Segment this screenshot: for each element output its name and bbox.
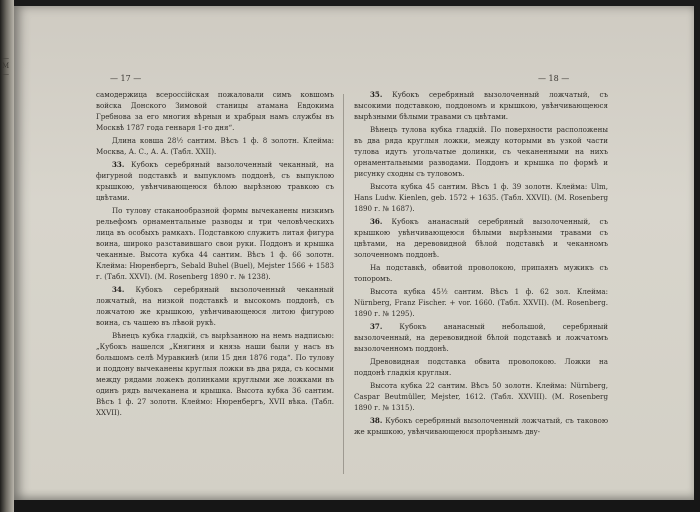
page-gutter bbox=[343, 94, 344, 474]
right-page-text bbox=[354, 89, 608, 439]
right-page-number: — 18 — bbox=[538, 74, 570, 83]
item-number: 34. bbox=[112, 285, 125, 294]
previous-page-edge-text: — M — bbox=[2, 54, 11, 78]
paragraph: 34. Кубокъ серебряный вызолоченный чеканный ложчатый, на низкой подставкѣ и высокомъ поддонѣ, съ ложчатою же крышкою, увѣнчивающеюся литою фигурою воина, съ чашею въ лѣвой рукѣ. bbox=[96, 285, 334, 327]
book-spread bbox=[14, 6, 694, 500]
left-page-text bbox=[96, 89, 334, 420]
paragraph: Высота кубка 45½ сантим. Вѣсъ 1 ф. 62 зол. Клейма: Nürnberg, Franz Fischer. + vor. 1660. (Табл. XXVII). (M. Rosenberg. 1890 г. № 1295). bbox=[354, 287, 608, 318]
paragraph: Высота кубка 45 сантим. Вѣсъ 1 ф. 39 золотн. Клейма: Ulm, Hans Ludw. Kienlen, geb. 1572 + 1635. (Табл. XXVII). (M. Rosenberg 1890 г. № 1687). bbox=[354, 182, 608, 213]
paragraph: 36. Кубокъ ананасный серебряный вызолоченный, съ крышкою увѣнчивающеюся бѣлыми вырѣзными травами съ цвѣтами, на деревовидной бѣлой подставкѣ и чеканномъ золоченномъ поддонѣ. bbox=[354, 217, 608, 259]
paragraph: Высота кубка 22 сантим. Вѣсъ 50 золотн. Клейма: Nürnberg, Caspar Beutmüller, Mejster, 1612. (Табл. XXVIII). (M. Rosenberg 1890 г. № 1315). bbox=[354, 381, 608, 412]
paragraph: 33. Кубокъ серебряный вызолоченный чеканный, на фигурной подставкѣ и выпукломъ поддонѣ, съ выпуклою крышкою, увѣнчивающеюся бѣлою вырѣзною травкою съ цвѣтами. bbox=[96, 160, 334, 202]
previous-page-edge bbox=[0, 0, 14, 512]
item-number: 36. bbox=[370, 217, 383, 226]
item-number: 37. bbox=[370, 322, 383, 331]
paragraph: 37. Кубокъ ананасный небольшой, серебряный вызолоченный, на деревовидной бѣлой подставкѣ и ложчатомъ вызолоченномъ поддонѣ. bbox=[354, 322, 608, 353]
paragraph: Вѣнецъ кубка гладкій, съ вырѣзанною на немъ надписью: „Кубокъ нашелся „Княгиня и князь наши были у насъ въ большомъ селѣ Муравкинѣ (или 15 дня 1876 года“. По тулову и поддону вычеканены круглыя ложки въ два ряда, съ косыми между рядами ложекъ долинками круглыми же ложками въ одинъ рядъ вычеканена и крышка. Высота кубка 36 сантим. Вѣсъ 1 ф. 27 золотн. Клеймо: Нюренбергъ, XVII вѣка. (Табл. XXVII). bbox=[96, 331, 334, 417]
left-page-number: — 17 — bbox=[110, 74, 142, 83]
paragraph: По тулову стаканообразной формы вычеканены низкимъ рельефомъ орнаментальные разводы и три человѣческихъ лица въ особыхъ рамкахъ. Подставкою служитъ литая фигура воина, широко разставившаго свои руки. Поддонъ и крышка чеканные. Высота кубка 44 сантим. Вѣсъ 1 ф. 66 золотн. Клейма: Нюренбергъ, Sebald Buhel (Buel), Mejster 1566 + 1583 г. (Табл. XXVI). (M. Rosenberg 1890 г. № 1238). bbox=[96, 206, 334, 281]
paragraph: 35. Кубокъ серебряный вызолоченный ложчатый, съ высокими подставкою, поддономъ и крышкою, увѣнчивающеюся вырѣзными бѣлыми травами съ цвѣтами. bbox=[354, 90, 608, 121]
paragraph: Длина ковша 28½ сантим. Вѣсъ 1 ф. 8 золотн. Клейма: Москва, А. С., А. А. (Табл. XXII). bbox=[96, 136, 334, 156]
paragraph: На подставкѣ, обвитой проволокою, припаянъ мужикъ съ топоромъ. bbox=[354, 263, 608, 283]
item-number: 38. bbox=[370, 416, 383, 425]
background-shadow bbox=[14, 500, 700, 512]
item-number: 33. bbox=[112, 160, 125, 169]
paragraph: самодержица всероссійская пожаловали симъ ковшомъ войска Донского Зимовой станицы атамана Евдокима Гребнова за его многия вѣрныя и храбрыя намъ службы въ Москвѣ 1787 года генваря 1-го дня“. bbox=[96, 90, 334, 132]
paragraph: 38. Кубокъ серебряный вызолоченный ложчатый, съ таковою же крышкою, увѣнчивающеюся прорѣзнымъ дву- bbox=[354, 416, 608, 436]
paragraph: Вѣнецъ тулова кубка гладкій. По поверхности расположены въ два ряда круглыя ложки, между которыми въ узкой части тулова идутъ угольчатые долинки, съ чеканенными на нихъ орнаментальными разводами. Поддонъ и крышка по формѣ и рисунку сходны съ туловомъ. bbox=[354, 125, 608, 178]
item-number: 35. bbox=[370, 90, 383, 99]
paragraph: Древовидная подставка обвита проволокою. Ложки на поддонѣ гладкія круглыя. bbox=[354, 357, 608, 377]
